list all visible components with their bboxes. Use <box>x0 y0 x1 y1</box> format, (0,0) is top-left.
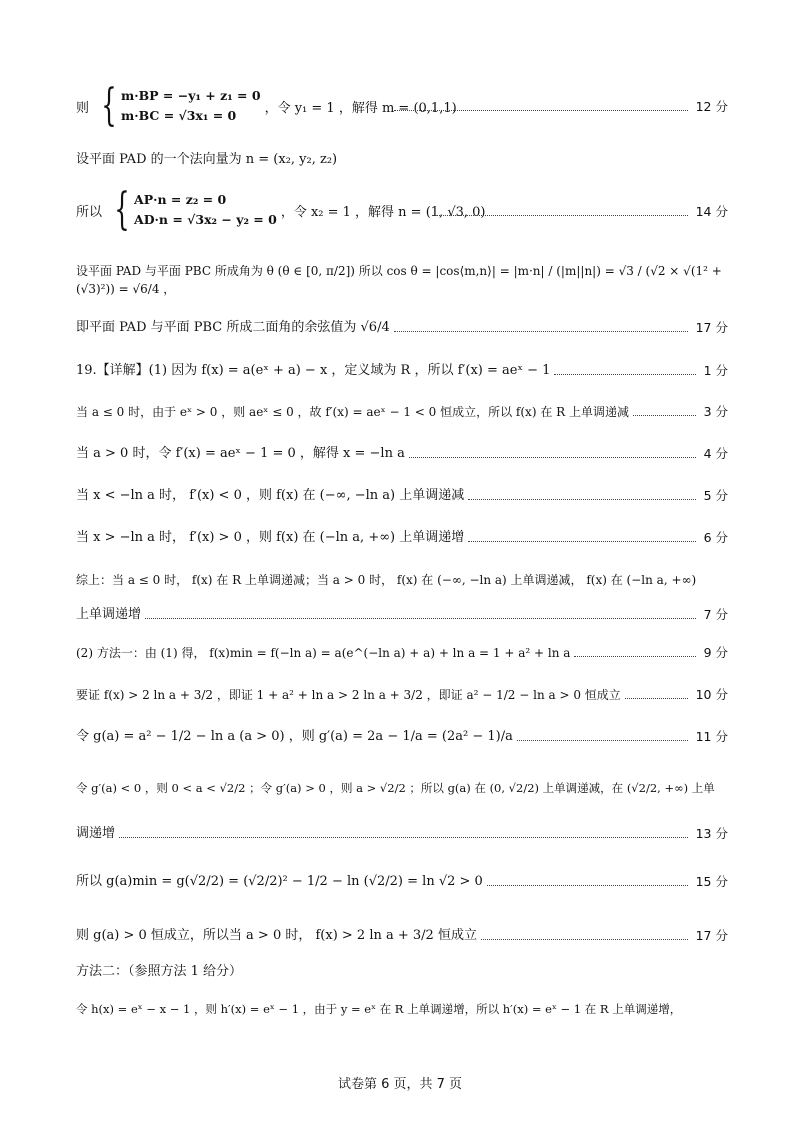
line-14-text: 要证 f(x) > 2 ln a + 3/2 ，即证 1 + a² + ln a > 2 ln a + 3/2 ，即证 a² − 1/2 − ln a > 0 恒成立 <box>76 688 621 702</box>
line-18 <box>76 872 728 892</box>
line-12-text: 上单调递增 <box>76 607 142 622</box>
line-9-text: 当 x < −ln a 时， f′(x) < 0 ，则 f(x) 在 (−∞, −ln a) 上单调递减 <box>76 488 465 503</box>
line-1-prefix: 则 <box>76 100 90 116</box>
line-8-text: 当 a > 0 时，令 f′(x) = aeˣ − 1 = 0 ，解得 x = −ln a <box>76 446 405 461</box>
line-10 <box>76 528 728 548</box>
line-1-suffix: ，令 y₁ = 1 ，解得 m = (0,1,1) <box>264 100 457 116</box>
leader-dots <box>119 836 688 838</box>
line-19-text: 则 g(a) > 0 恒成立，所以当 a > 0 时， f(x) > 2 ln a + 3/2 恒成立 <box>76 928 477 943</box>
line-5 <box>76 318 728 338</box>
line-6-text: 19.【详解】(1) 因为 f(x) = a(eˣ + a) − x ，定义域为 R ，所以 f′(x) = aeˣ − 1 <box>76 363 551 378</box>
equation-system <box>121 86 261 126</box>
score: 13 分 <box>695 826 728 841</box>
score: 6 分 <box>703 530 728 545</box>
equation: m·BC = √3x₁ = 0 <box>121 108 237 123</box>
line-3-suffix: ，令 x₂ = 1 ，解得 n = (1, √3, 0) <box>280 204 486 220</box>
leader-dots <box>409 456 696 458</box>
leader-dots <box>554 373 695 375</box>
score: 17 分 <box>695 928 728 943</box>
score: 12 分 <box>695 99 728 114</box>
line-3 <box>76 184 486 235</box>
equation: AP·n = z₂ = 0 <box>134 192 227 207</box>
equation-system <box>134 190 277 230</box>
line-19 <box>76 926 728 946</box>
left-brace: { <box>114 184 130 235</box>
leader-dots <box>432 214 688 216</box>
leader-dots <box>574 655 695 657</box>
line-17-text: 调递增 <box>76 826 116 841</box>
leader-dots <box>394 330 688 332</box>
line-20: 方法二：（参照方法 1 给分） <box>76 964 243 979</box>
line-21: 令 h(x) = eˣ − x − 1 ，则 h′(x) = eˣ − 1 ，由于 y = eˣ 在 R 上单调递增，所以 h′(x) = eˣ − 1 在 R 上单调递增， <box>76 1002 682 1016</box>
score: 14 分 <box>695 204 728 219</box>
score: 10 分 <box>695 687 728 702</box>
score: 1 分 <box>703 363 728 378</box>
leader-dots <box>468 540 695 542</box>
left-brace: { <box>101 80 117 131</box>
score: 5 分 <box>703 488 728 503</box>
page-footer: 试卷第 6 页，共 7 页 <box>337 1077 463 1092</box>
line-1-score-row <box>390 97 728 117</box>
leader-dots <box>487 884 688 886</box>
leader-dots <box>517 739 688 741</box>
line-16: 令 g′(a) < 0 ，则 0 < a < √2/2 ；令 g′(a) > 0 ，则 a > √2/2 ；所以 g(a) 在 (0, √2/2) 上单调递减，在 (√2/2, +∞) 上单 <box>76 781 715 795</box>
equation: AD·n = √3x₂ − y₂ = 0 <box>134 212 277 227</box>
line-7 <box>76 402 728 422</box>
line-10-text: 当 x > −ln a 时， f′(x) > 0 ，则 f(x) 在 (−ln a, +∞) 上单调递增 <box>76 530 465 545</box>
line-8 <box>76 444 728 464</box>
score: 4 分 <box>703 446 728 461</box>
line-3-score-row <box>428 202 728 222</box>
equation: m·BP = −y₁ + z₁ = 0 <box>121 88 261 103</box>
score: 17 分 <box>695 320 728 335</box>
score: 3 分 <box>703 404 728 419</box>
line-5-text: 即平面 PAD 与平面 PBC 所成二面角的余弦值为 √6/4 <box>76 320 390 335</box>
line-4: 设平面 PAD 与平面 PBC 所成角为 θ (θ ∈ [0, π/2]) 所以 cos θ = |cos⟨m,n⟩| = |m·n| / (|m||n|) = √3 / (√2 × √(1² + (√3)²)) = √6/4 ， <box>76 264 722 296</box>
line-13-text: (2) 方法一：由 (1) 得， f(x)min = f(−ln a) = a(e^(−ln a) + a) + ln a = 1 + a² + ln a <box>76 646 571 660</box>
leader-dots <box>394 109 688 111</box>
line-12 <box>76 605 728 625</box>
leader-dots <box>625 697 688 699</box>
line-13 <box>76 643 728 663</box>
line-11: 综上：当 a ≤ 0 时， f(x) 在 R 上单调递减；当 a > 0 时， f(x) 在 (−∞, −ln a) 上单调递减， f(x) 在 (−ln a, +∞) <box>76 573 697 587</box>
leader-dots <box>633 414 696 416</box>
leader-dots <box>468 498 695 500</box>
line-14 <box>76 685 728 705</box>
score: 7 分 <box>703 607 728 622</box>
score: 11 分 <box>695 729 728 744</box>
line-2: 设平面 PAD 的一个法向量为 n = (x₂, y₂, z₂) <box>76 152 338 167</box>
leader-dots <box>145 617 696 619</box>
line-6 <box>76 361 728 381</box>
line-15-text: 令 g(a) = a² − 1/2 − ln a (a > 0) ，则 g′(a) = 2a − 1/a = (2a² − 1)/a <box>76 729 513 744</box>
leader-dots <box>481 938 688 940</box>
line-9 <box>76 486 728 506</box>
line-15 <box>76 727 728 747</box>
line-18-text: 所以 g(a)min = g(√2/2) = (√2/2)² − 1/2 − ln (√2/2) = ln √2 > 0 <box>76 874 483 889</box>
line-3-prefix: 所以 <box>76 204 103 220</box>
score: 15 分 <box>695 874 728 889</box>
line-17 <box>76 824 728 844</box>
score: 9 分 <box>703 645 728 660</box>
line-7-text: 当 a ≤ 0 时，由于 eˣ > 0 ，则 aeˣ ≤ 0 ，故 f′(x) = aeˣ − 1 < 0 恒成立，所以 f(x) 在 R 上单调递减 <box>76 405 629 419</box>
